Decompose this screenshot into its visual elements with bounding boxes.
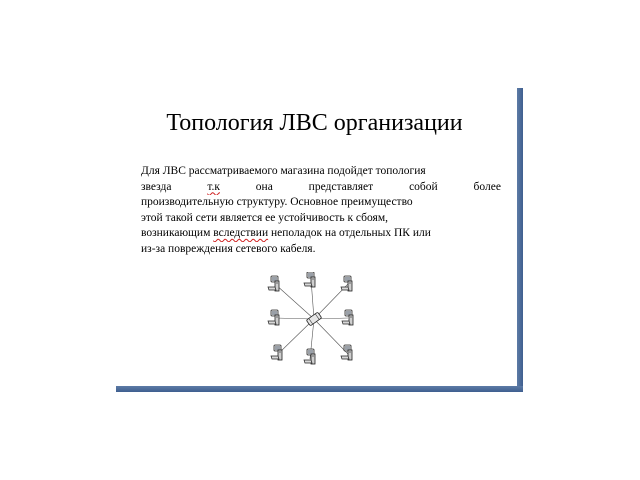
paragraph-word: она [255, 180, 273, 193]
slide-paragraph [141, 164, 501, 257]
computer-icon [268, 310, 279, 325]
misspelled-word: т.к [207, 180, 220, 193]
paragraph-word: собой [409, 180, 438, 193]
computer-icon [304, 349, 315, 364]
computer-icon [341, 276, 352, 291]
paragraph-line-5 [141, 226, 501, 242]
paragraph-line-5-start: возникающим [141, 227, 214, 239]
slide [112, 86, 517, 386]
computer-icon [342, 310, 353, 325]
computer-icon [304, 272, 315, 287]
computer-icon [268, 276, 279, 291]
misspelled-word: вследствии [213, 227, 269, 239]
paragraph-line-3: производительную структуру. Основное преимущество [141, 196, 413, 208]
slide-title: Топология ЛВС организации [166, 110, 463, 136]
star-topology-diagram [266, 272, 362, 366]
paragraph-line-5-end: неполадок на отдельных ПК или [268, 227, 431, 239]
paragraph-line-4: этой такой сети является ее устойчивость к сбоям, [141, 211, 389, 224]
computer-icon [271, 345, 282, 360]
paragraph-word: представляет [308, 180, 374, 193]
paragraph-line-2 [141, 180, 501, 196]
slide-shadow-right [517, 88, 523, 392]
paragraph-line-1-text: Для ЛВС рассматриваемого магазина подойдет топология [141, 165, 426, 177]
paragraph-line-6: из-за повреждения сетевого кабеля. [141, 242, 316, 255]
paragraph-line-1 [141, 164, 501, 180]
paragraph-word: более [473, 180, 501, 193]
paragraph-word: звезда [141, 180, 172, 193]
slide-shadow-bottom [116, 386, 523, 392]
